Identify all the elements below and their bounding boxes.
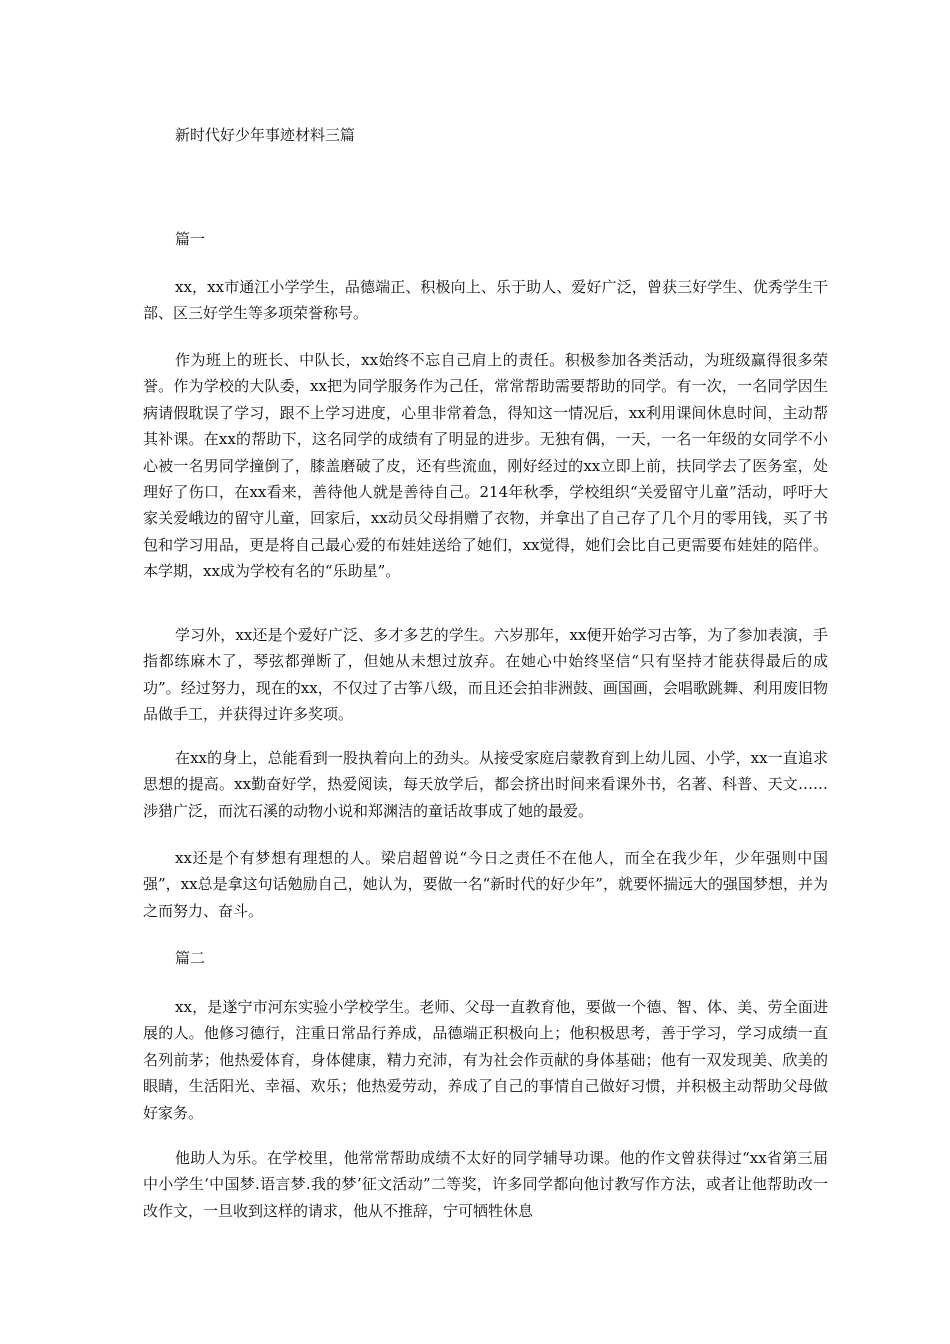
- paragraph: xx，xx市通江小学学生，品德端正、积极向上、乐于助人、爱好广泛，曾获三好学生、优秀学生干部、区三好学生等多项荣誉称号。: [143, 278, 828, 323]
- paragraph: 作为班上的班长、中队长，xx始终不忘自己肩上的责任。积极参加各类活动，为班级赢得很多荣誉。作为学校的大队委，xx把为同学服务作为己任，常常帮助需要帮助的同学。有一次，一名同学因生病请假耽误了学习，跟不上学习进度，心里非常着急，得知这一情况后，xx利用课间休息时间，主动帮其补课。在xx的帮助下，这名同学的成绩有了明显的进步。无独有偶，一天，一名一年级的女同学不小心被一名男同学撞倒了，膝盖磨破了皮，还有些流血，刚好经过的xx立即上前，扶同学去了医务室，处理好了伤口，在xx看来，善待他人就是善待自己。214年秋季，学校组织“关爱留守儿童”活动，呼吁大家关爱峨边的留守儿童，回家后，xx动员父母捐赠了衣物，并拿出了自己存了几个月的零用钱，买了书包和学习用品，更是将自己最心爱的布娃娃送给了她们，xx觉得，她们会比自己更需要布娃娃的陪伴。本学期，xx成为学校有名的“乐助星”。: [143, 351, 828, 581]
- document-title: 新时代好少年事迹材料三篇: [175, 126, 356, 144]
- paragraph: xx，是遂宁市河东实验小学校学生。老师、父母一直教育他，要做一个德、智、体、美、劳全面进展的人。他修习德行，注重日常品行养成，品德端正积极向上；他积极思考，善于学习，学习成绩一直名列前茅；他热爱体育，身体健康，精力充沛，有为社会作贡献的身体基础；他有一双发现美、欣美的眼睛，生活阳光、幸福、欢乐；他热爱劳动，养成了自己的事情自己做好习惯，并积极主动帮助父母做好家务。: [143, 998, 828, 1122]
- section-heading-1: 篇一: [175, 230, 206, 248]
- paragraph: xx还是个有梦想有理想的人。梁启超曾说“今日之责任不在他人，而全在我少年，少年强则中国强”，xx总是拿这句话勉励自己，她认为，要做一名“新时代的好少年”，就要怀揣远大的强国梦想，并为之而努力、奋斗。: [143, 849, 828, 920]
- paragraph: 学习外，xx还是个爱好广泛、多才多艺的学生。六岁那年，xx便开始学习古筝，为了参加表演，手指都练麻木了，琴弦都弹断了，但她从未想过放弃。在她心中始终坚信“只有坚持才能获得最后的成功”。经过努力，现在的xx，不仅过了古筝八级，而且还会拍非洲鼓、画国画，会唱歌跳舞、利用废旧物品做手工，并获得过许多奖项。: [143, 626, 828, 724]
- paragraph: 他助人为乐。在学校里，他常常帮助成绩不太好的同学辅导功课。他的作文曾获得过“xx省第三届中小学生‘中国梦.语言梦.我的梦’征文活动”二等奖，许多同学都向他讨教写作方法，或者让他帮助改一改作文，一旦收到这样的请求，他从不推辞，宁可牺牲休息: [143, 1149, 828, 1220]
- paragraph: 在xx的身上，总能看到一股执着向上的劲头。从接受家庭启蒙教育到上幼儿园、小学，xx一直追求思想的提高。xx勤奋好学，热爱阅读，每天放学后，都会挤出时间来看课外书，名著、科普、天文……涉猎广泛，而沈石溪的动物小说和郑渊洁的童话故事成了她的最爱。: [143, 749, 828, 820]
- section-heading-2: 篇二: [175, 949, 206, 967]
